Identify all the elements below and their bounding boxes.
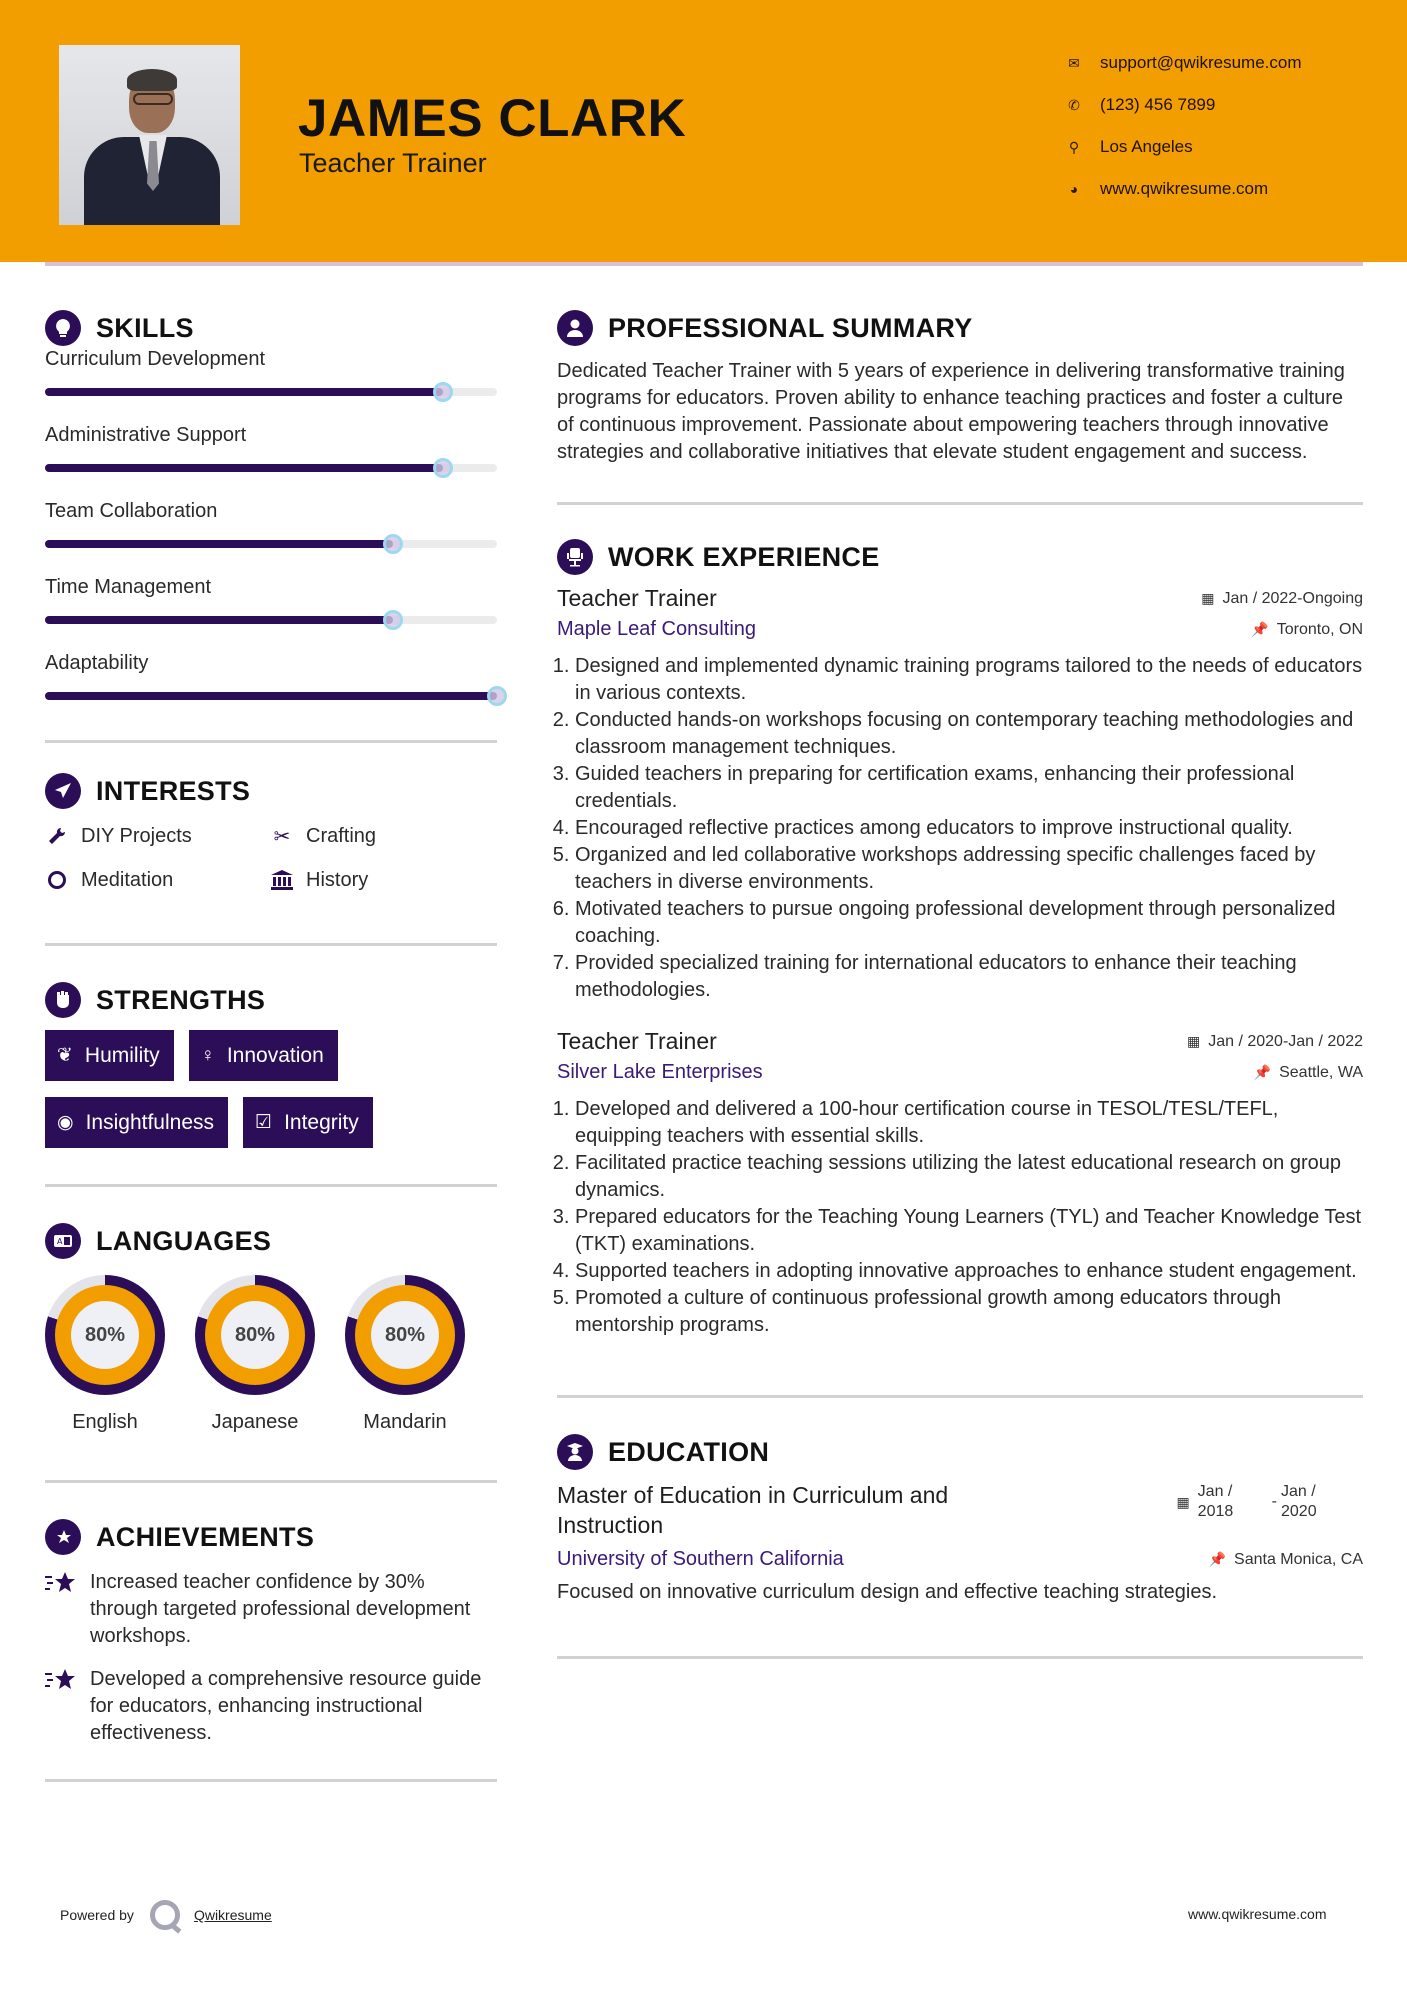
- phone-icon: ✆: [1068, 96, 1080, 113]
- section-heading: ACHIEVEMENTS: [45, 1509, 497, 1565]
- language-ring: 80%: [45, 1275, 165, 1395]
- leaf-icon: ❦: [57, 1045, 73, 1066]
- contact-info: [1065, 42, 1302, 210]
- job-dates: Jan / 2022-Ongoing: [1222, 589, 1363, 607]
- section-heading: STRENGTHS: [45, 972, 497, 1028]
- achievement-item: Increased teacher confidence by 30% through targeted professional development workshops.: [45, 1569, 497, 1650]
- interest-item: Meditation: [45, 865, 270, 895]
- scissors-icon: ✂: [273, 825, 291, 848]
- lightbulb-icon: [45, 310, 81, 346]
- section-divider: [557, 1656, 1363, 1659]
- degree-title: Master of Education in Curriculum and Instruction: [557, 1482, 949, 1538]
- wrench-icon: [45, 826, 69, 846]
- section-divider: [557, 502, 1363, 505]
- location-text: Los Angeles: [1100, 137, 1193, 156]
- edu-description: Focused on innovative curriculum design and effective teaching strategies.: [557, 1581, 1218, 1603]
- calendar-icon: ▦: [1186, 1033, 1201, 1049]
- calendar-icon: ▦: [1176, 1493, 1190, 1510]
- section-divider: [45, 1480, 497, 1483]
- resume-header: [0, 0, 1407, 262]
- job-bullets: 1. Developed and delivered a 100-hour certification course in TESOL/TESL/TEFL, equipping teachers with essential skills. 2. Facilitated practice teaching sessions utilizing the latest educational research on group dynamics. 3. Prepared educators for the Teaching Young Learners (TYL) and Teacher Knowledge Test (TKT) examinations. 4. Supported teachers in adopting innovative approaches to enhance student engagement. 5. Promoted a culture of continuous professional growth among educators through mentorship programs.: [557, 1096, 1363, 1339]
- interests-section: [45, 763, 497, 895]
- language-item: 80% Japanese: [195, 1275, 315, 1434]
- svg-text:A: A: [57, 1237, 63, 1246]
- section-heading: WORK EXPERIENCE: [557, 529, 1363, 585]
- profile-photo: [59, 45, 240, 225]
- qwikresume-logo-icon: [150, 1900, 180, 1930]
- edu-end: Jan / 2020: [1281, 1483, 1317, 1520]
- job-location: Toronto, ON: [1276, 620, 1363, 638]
- footer-branding: [60, 1900, 272, 1930]
- footer-website[interactable]: www.qwikresume.com: [1188, 1906, 1327, 1922]
- skill-bar: [45, 540, 497, 548]
- email-text[interactable]: support@qwikresume.com: [1100, 53, 1302, 72]
- job-company: Silver Lake Enterprises: [557, 1061, 763, 1083]
- qwikresume-link[interactable]: Qwikresume: [193, 1907, 272, 1923]
- language-item: 80% Mandarin: [345, 1275, 465, 1434]
- skill-item: Adaptability: [45, 652, 497, 712]
- globe-icon: ◕: [1069, 181, 1079, 197]
- calendar-icon: ▦: [1201, 590, 1215, 606]
- skills-section: [45, 300, 497, 712]
- skill-item: Team Collaboration: [45, 500, 497, 576]
- strength-chip: ❦ Humility: [45, 1030, 174, 1081]
- strength-chip: ☑ Integrity: [243, 1097, 373, 1148]
- interest-item: History: [270, 865, 495, 895]
- pushpin-icon: 📌: [1251, 621, 1269, 637]
- contact-location: [1065, 126, 1302, 168]
- section-divider: [45, 1779, 497, 1782]
- summary-text: Dedicated Teacher Trainer with 5 years of experience in delivering transformative training programs for educators. Proven ability to enhance teaching practices and foster a culture of continuous improvement. Passionate about empowering teachers through innovative strategies and collaborative initiatives that elevate student engagement and success.: [557, 360, 1345, 463]
- skill-bar: [45, 464, 497, 472]
- star-icon: [45, 1666, 77, 1747]
- edu-location: Santa Monica, CA: [1234, 1550, 1363, 1568]
- language-ring: 80%: [345, 1275, 465, 1395]
- map-pin-icon: ⚲: [1068, 138, 1080, 155]
- website-link[interactable]: www.qwikresume.com: [1100, 179, 1269, 198]
- section-heading: A LANGUAGES: [45, 1213, 497, 1269]
- section-divider: [45, 943, 497, 946]
- star-icon: [45, 1569, 77, 1650]
- section-divider: [45, 1184, 497, 1187]
- strength-chip: ♀ Innovation: [189, 1030, 338, 1081]
- job-location: Seattle, WA: [1279, 1063, 1363, 1081]
- languages-section: [45, 1213, 497, 1434]
- contact-phone[interactable]: [1065, 84, 1302, 126]
- skill-knob: [433, 458, 453, 478]
- translate-icon: [45, 1223, 81, 1259]
- section-heading: EDUCATION: [557, 1424, 1363, 1480]
- strength-chip: ◉ Insightfulness: [45, 1097, 228, 1148]
- job-title: Teacher Trainer: [557, 585, 717, 611]
- circle-icon: [45, 870, 69, 890]
- pushpin-icon: 📌: [1253, 1064, 1272, 1080]
- skill-knob: [487, 686, 507, 706]
- edu-start: Jan / 2018: [1197, 1483, 1234, 1520]
- envelope-icon: ✉: [1068, 54, 1080, 71]
- achievements-section: [45, 1509, 497, 1747]
- job-dates: Jan / 2020-Jan / 2022: [1208, 1032, 1363, 1050]
- right-column: [557, 300, 1363, 1659]
- section-divider: [557, 1395, 1363, 1398]
- strengths-section: [45, 972, 497, 1148]
- contact-email[interactable]: [1065, 42, 1302, 84]
- section-heading: INTERESTS: [45, 763, 497, 819]
- section-heading: PROFESSIONAL SUMMARY: [557, 300, 1363, 356]
- job-company: Maple Leaf Consulting: [557, 618, 757, 640]
- language-ring: 80%: [195, 1275, 315, 1395]
- pushpin-icon: 📌: [1208, 1551, 1227, 1567]
- language-item: 80% English: [45, 1275, 165, 1434]
- section-divider: [45, 740, 497, 743]
- star-badge-icon: [45, 1519, 81, 1555]
- job-entry: [557, 1028, 1363, 1339]
- museum-icon: [270, 869, 294, 891]
- paper-plane-icon: [45, 773, 81, 809]
- office-chair-icon: [557, 539, 593, 575]
- checkbox-icon: ☑: [255, 1112, 273, 1133]
- left-column: [45, 300, 497, 1782]
- school-name: University of Southern California: [557, 1548, 844, 1570]
- experience-section: [557, 529, 1363, 1339]
- skill-bar: [45, 616, 497, 624]
- skill-item: Curriculum Development: [45, 348, 497, 424]
- phone-text[interactable]: (123) 456 7899: [1100, 95, 1216, 114]
- candidate-name: JAMES CLARK: [298, 89, 687, 148]
- powered-by-label: Powered by: [60, 1907, 134, 1923]
- skill-knob: [383, 610, 403, 630]
- graduate-icon: [557, 1434, 593, 1470]
- interest-item: ✂ Crafting: [270, 821, 495, 851]
- skill-item: Administrative Support: [45, 424, 497, 500]
- achievement-item: Developed a comprehensive resource guide for educators, enhancing instructional effectiveness.: [45, 1666, 497, 1747]
- interest-item: DIY Projects: [45, 821, 270, 851]
- skill-knob: [383, 534, 403, 554]
- job-entry: [557, 585, 1363, 1004]
- job-title: Teacher Trainer: [557, 1028, 717, 1054]
- job-bullets: 1. Designed and implemented dynamic training programs tailored to the needs of educators in various contexts. 2. Conducted hands-on workshops focusing on contemporary teaching methodologies and classroom management techniques. 3. Guided teachers in preparing for certification exams, enhancing their professional credentials. 4. Encouraged reflective practices among educators to improve instructional quality. 5. Organized and led collaborative workshops addressing specific challenges faced by teachers in diverse environments. 6. Motivated teachers to pursue ongoing professional development through personalized coaching. 7. Provided specialized training for international educators to enhance their teaching methodologies.: [557, 653, 1363, 1004]
- summary-section: [557, 300, 1363, 466]
- education-section: EDUCATION Master of Education in Curriculum and Instruction ▦ Jan / 2018 - Jan / 2020 University of Southern California 📌 Santa Monica, CA Focused on innovative curriculum design and effective teaching strategies.: [557, 1424, 1363, 1606]
- lightbulb-outline-icon: ♀: [200, 1044, 215, 1066]
- candidate-title: Teacher Trainer: [299, 148, 487, 178]
- skill-bar: [45, 692, 497, 700]
- contact-website[interactable]: [1065, 168, 1302, 210]
- fist-icon: [45, 982, 81, 1018]
- user-icon: [557, 310, 593, 346]
- header-divider: [45, 262, 1363, 266]
- skill-knob: [433, 382, 453, 402]
- section-heading: SKILLS: [45, 300, 497, 356]
- eye-icon: ◉: [57, 1112, 74, 1133]
- skill-item: Time Management: [45, 576, 497, 652]
- skill-bar: [45, 388, 497, 396]
